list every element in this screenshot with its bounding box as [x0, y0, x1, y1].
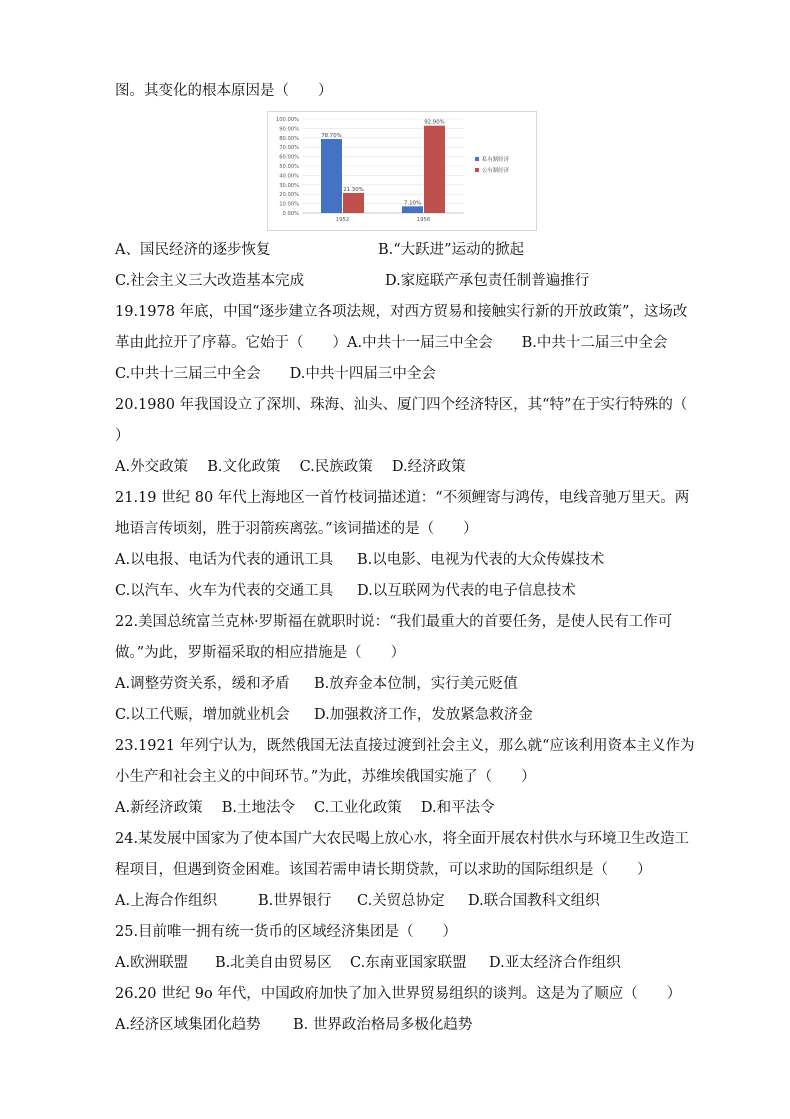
y-tick-label: 30.00%	[279, 182, 299, 189]
bar-1952-series-1	[343, 193, 364, 213]
q25-option-a: A.欧洲联盟	[115, 955, 189, 971]
q26-option-b: B. 世界政治格局多极化趋势	[293, 1017, 473, 1033]
q25-line-1: 25.目前唯一拥有统一货币的区域经济集团是（ ）	[115, 924, 458, 940]
q22-line-1: 22.美国总统富兰克林·罗斯福在就职时说：“我们最重大的首要任务，是使人民有工作可	[115, 614, 673, 630]
q22-option-c: C.以工代赈，增加就业机会	[115, 707, 290, 723]
data-label: 7.10%	[403, 200, 422, 207]
q20-line-2: ）	[115, 428, 130, 444]
q19-line-1: 19.1978 年底，中国“逐步建立各项法规，对西方贸易和接触实行新的开放政策”，这场改	[115, 304, 688, 320]
q21-line-1: 21.19 世纪 80 年代上海地区一首竹枝词描述道：“不须鲤寄与鸿传，电线音驰万里天。两	[115, 490, 690, 506]
y-tick-label: 50.00%	[279, 164, 299, 170]
bar-1956-series-0	[402, 206, 423, 213]
x-tick-label: 1956	[416, 217, 431, 223]
q26-option-a: A.经济区域集团化趋势	[115, 1017, 261, 1033]
q23-line-2: 小生产和社会主义的中间环节。”为此，苏维埃俄国实施了（ ）	[115, 769, 536, 785]
q19-line-2: 革由此拉开了序幕。它始于（ ）A.中共十一届三中全会 B.中共十二届三中全会	[115, 335, 668, 351]
ownership-bar-chart	[267, 111, 537, 231]
y-tick-label: 70.00%	[279, 145, 299, 152]
q21-option-d: D.以互联网为代表的电子信息技术	[357, 583, 576, 599]
y-tick-label: 0.00%	[282, 211, 299, 217]
q25-option-d: D.亚太经济合作组织	[489, 955, 621, 971]
q23-line-1: 23.1921 年列宁认为，既然俄国无法直接过渡到社会主义，那么就“应该利用资本主义作为	[115, 738, 695, 754]
bar-1956-series-1	[424, 126, 445, 213]
q24-option-b: B.世界银行	[258, 893, 332, 909]
q24-line-1: 24.某发展中国家为了使本国广大农民喝上放心水，将全面开展农村供水与环境卫生改造工	[115, 831, 690, 847]
x-tick-label: 1952	[335, 217, 350, 223]
q18-option-a: A、国民经济的逐步恢复	[115, 242, 271, 258]
y-tick-label: 90.00%	[279, 126, 299, 133]
intro-text: 图。其变化的根本原因是（ ）	[115, 83, 333, 99]
q22-option-b: B.放弃金本位制，实行美元贬值	[314, 676, 518, 692]
data-label: 21.30%	[343, 186, 364, 193]
q24-line-2: 程项目，但遇到资金困难。该国若需申请长期贷款，可以求助的国际组织是（ ）	[115, 862, 652, 878]
y-tick-label: 60.00%	[279, 154, 299, 161]
q19-line-3: C.中共十三届三中全会 D.中共十四届三中全会	[115, 366, 436, 382]
legend-swatch	[475, 157, 479, 161]
q24-option-c: C.关贸总协定	[357, 893, 445, 909]
q26-line-1: 26.20 世纪 9o 年代，中国政府加快了加入世界贸易组织的谈判。这是为了顺应（ ）	[115, 986, 682, 1002]
q18-option-d: D.家庭联产承包责任制普遍推行	[385, 273, 590, 289]
legend-swatch	[475, 168, 479, 172]
q18-option-c: C.社会主义三大改造基本完成	[115, 273, 305, 289]
q21-option-b: B.以电影、电视为代表的大众传媒技术	[357, 552, 605, 568]
bar-1952-series-0	[321, 139, 342, 213]
y-tick-label: 20.00%	[279, 192, 299, 199]
q22-option-a: A.调整劳资关系，缓和矛盾	[115, 676, 290, 692]
q18-option-b: B.“大跃进”运动的掀起	[378, 242, 525, 258]
q22-option-d: D.加强救济工作，发放紧急救济金	[314, 707, 533, 723]
legend-label: 公有制经济	[482, 168, 509, 174]
q25-option-c: C.东南亚国家联盟	[350, 955, 467, 971]
q21-option-a: A.以电报、电话为代表的通讯工具	[115, 552, 334, 568]
data-label: 78.70%	[321, 133, 342, 140]
legend-label: 私有制经济	[482, 157, 509, 163]
q25-option-b: B.北美自由贸易区	[215, 955, 332, 971]
q22-line-2: 做。”为此，罗斯福采取的相应措施是（ ）	[115, 645, 406, 661]
q24-option-a: A.上海合作组织	[115, 893, 218, 909]
y-tick-label: 40.00%	[279, 173, 299, 180]
data-label: 92.90%	[424, 119, 445, 126]
y-tick-label: 80.00%	[279, 135, 299, 142]
q24-option-d: D.联合国教科文组织	[468, 893, 600, 909]
q20-options: A.外交政策 B.文化政策 C.民族政策 D.经济政策	[115, 459, 466, 475]
q23-options: A.新经济政策 B.土地法令 C.工业化政策 D.和平法令	[115, 800, 495, 816]
q21-option-c: C.以汽车、火车为代表的交通工具	[115, 583, 334, 599]
q21-line-2: 地语言传顷刻，胜于羽箭疾离弦。”该词描述的是（ ）	[115, 521, 478, 537]
y-tick-label: 10.00%	[279, 201, 299, 208]
q20-line-1: 20.1980 年我国设立了深圳、珠海、汕头、厦门四个经济特区，其“特”在于实行特殊的（	[115, 397, 688, 413]
y-tick-label: 100.00%	[275, 117, 299, 123]
